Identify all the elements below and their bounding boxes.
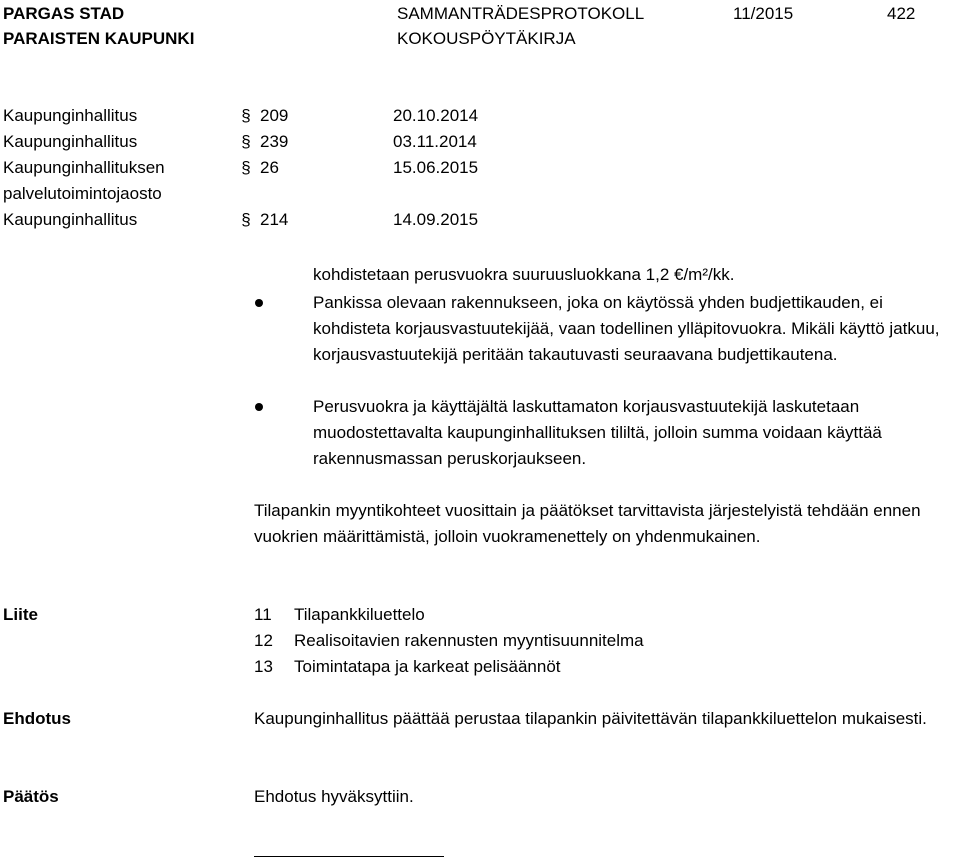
attachment-number: 11 xyxy=(254,605,272,624)
attachment-title: Tilapankkiluettelo xyxy=(294,605,425,624)
reference-date: 03.11.2014 xyxy=(393,132,477,151)
decision-text: Ehdotus hyväksyttiin. xyxy=(254,787,414,806)
reference-org: palvelutoimintojaosto xyxy=(3,184,162,203)
issue-number: 11/2015 xyxy=(733,4,794,23)
section-sign: § xyxy=(241,158,251,177)
attachment-number: 13 xyxy=(254,657,273,676)
reference-number: 209 xyxy=(260,106,289,125)
attachments-label: Liite xyxy=(3,605,38,624)
page-number: 422 xyxy=(887,4,916,23)
org-name-fi: PARGAS STAD xyxy=(3,4,125,23)
section-sign: § xyxy=(241,210,251,229)
continuation-line: kohdistetaan perusvuokra suuruusluokkana 1,2 €/m²/kk. xyxy=(313,265,735,284)
decision-label: Päätös xyxy=(3,787,59,806)
reference-number: 214 xyxy=(260,210,289,229)
attachment-title: Toimintatapa ja karkeat pelisäännöt xyxy=(294,657,561,676)
doc-type-sv: SAMMANTRÄDESPROTOKOLL xyxy=(397,4,645,23)
proposal-label: Ehdotus xyxy=(3,709,71,728)
attachment-item xyxy=(254,628,644,654)
bullet-text: Pankissa olevaan rakennukseen, joka on käytössä yhden budjettikauden, ei kohdisteta korjausvastuutekijää, vaan todellinen ylläpitovuokra. Mikäli käyttö jatkuu, korjausvastuutekijä peritään takautuvasti seuraavana budjettikautena. xyxy=(313,293,940,364)
reference-org: Kaupunginhallitus xyxy=(3,132,138,151)
reference-date: 20.10.2014 xyxy=(393,106,479,125)
attachment-item xyxy=(254,602,425,628)
attachment-title: Realisoitavien rakennusten myyntisuunnitelma xyxy=(294,631,644,650)
reference-org: Kaupunginhallitus xyxy=(3,106,138,125)
attachment-number: 12 xyxy=(254,631,273,650)
closing-rule xyxy=(254,856,444,857)
proposal-text: Kaupunginhallitus päättää perustaa tilapankin päivitettävän tilapankkiluettelon mukaisesti. xyxy=(254,709,927,728)
bullet-text: Perusvuokra ja käyttäjältä laskuttamaton korjausvastuutekijä laskutetaan muodostettavalta kaupunginhallituksen tililtä, jolloin summa voidaan käyttää rakennusmassan peruskorjaukseen. xyxy=(313,397,882,468)
reference-org: Kaupunginhallituksen xyxy=(3,158,165,177)
reference-number: 26 xyxy=(260,158,279,177)
reference-date: 15.06.2015 xyxy=(393,158,479,177)
reference-date: 14.09.2015 xyxy=(393,210,479,229)
attachment-item xyxy=(254,654,561,680)
bullet-icon xyxy=(255,403,263,411)
section-sign: § xyxy=(241,132,251,151)
paragraph: Tilapankin myyntikohteet vuosittain ja päätökset tarvittavista järjestelyistä tehdään ennen vuokrien määrittämistä, jolloin vuokramenettely on yhdenmukainen. xyxy=(254,501,921,546)
doc-type-fi: KOKOUSPÖYTÄKIRJA xyxy=(397,29,576,48)
reference-org: Kaupunginhallitus xyxy=(3,210,138,229)
reference-number: 239 xyxy=(260,132,289,151)
bullet-icon xyxy=(255,299,263,307)
org-name-sv: PARAISTEN KAUPUNKI xyxy=(3,29,195,48)
section-sign: § xyxy=(241,106,251,125)
